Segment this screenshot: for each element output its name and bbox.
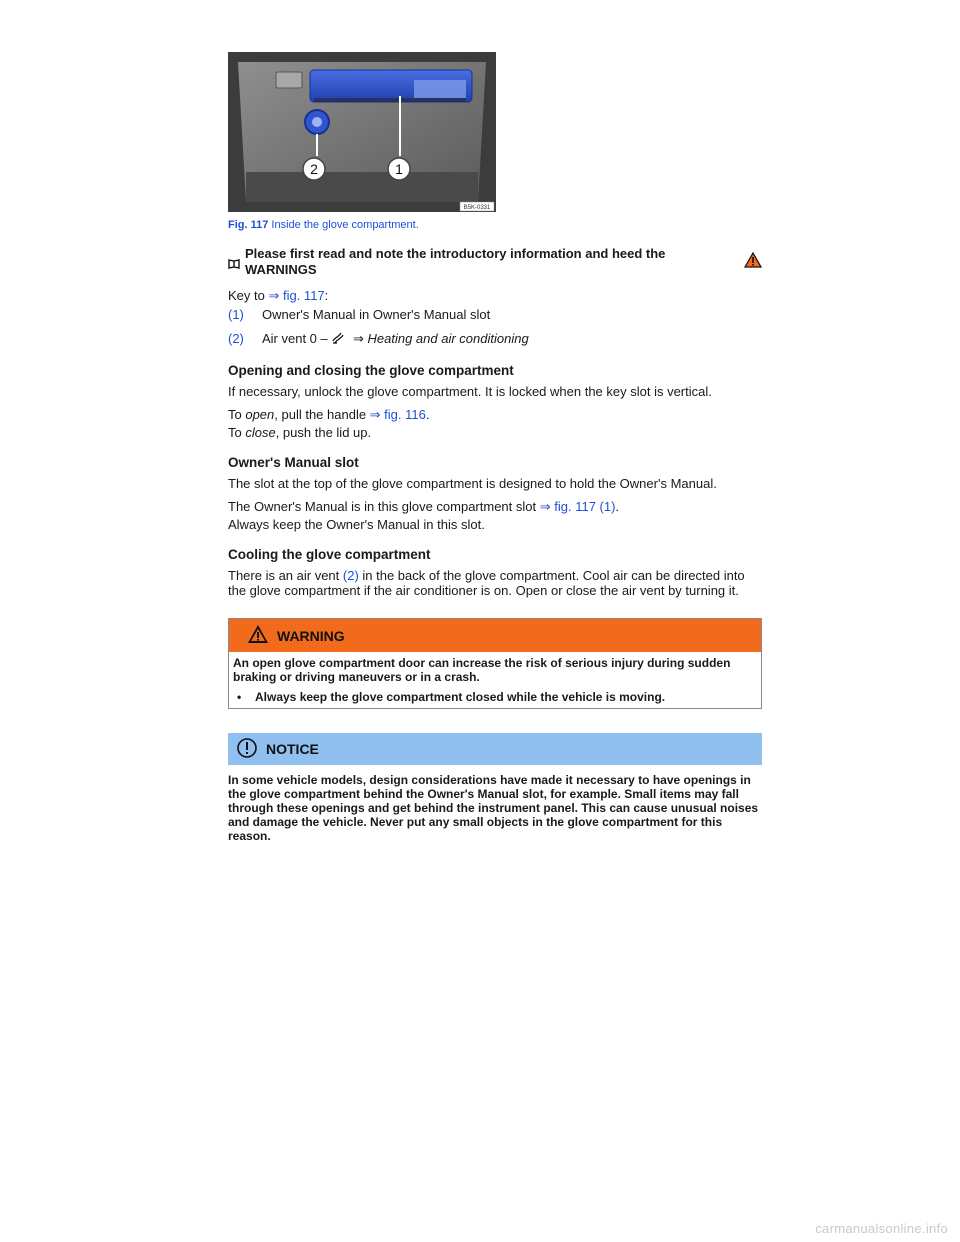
opening-p3-post: , push the lid up.	[275, 425, 372, 440]
heating-ac-reference: ⇒ Heating and air conditioning	[353, 331, 529, 346]
opening-p2-mid: , pull the handle	[274, 407, 370, 422]
slot-p2-post: .	[615, 499, 620, 514]
key-item-1	[228, 306, 762, 324]
callout-1: 1	[395, 161, 403, 177]
opening-p2-post: .	[425, 407, 430, 422]
key-item-1-text: Owner's Manual in Owner's Manual slot	[262, 307, 491, 322]
opening-p3-em: close	[245, 425, 276, 440]
heading-cooling: Cooling the glove compartment	[228, 547, 431, 562]
warning-label: WARNING	[277, 627, 345, 644]
opening-p3	[228, 425, 762, 440]
warning-bullet-text: Always keep the glove compartment closed while the vehicle is moving.	[255, 690, 666, 704]
key-item-1-number: (1)	[228, 307, 244, 322]
slot-p2	[228, 499, 762, 514]
slot-p1: The slot at the top of the glove compartment is designed to hold the Owner's Manual.	[228, 476, 717, 491]
cooling-p1-pre: There is an air vent	[228, 568, 343, 583]
cooling-p1-post: in the back of the glove compartment. Cool air can be directed into the glove compartment if the air conditioner is on. Open or close the air vent by turning it.	[228, 568, 745, 598]
figure-caption	[228, 218, 762, 232]
notice-label: NOTICE	[266, 741, 319, 757]
opening-p2-pre: To	[228, 407, 246, 422]
fig-117-1-link[interactable]: ⇒ fig. 117 (1)	[539, 499, 616, 514]
notice-header	[228, 733, 762, 765]
heading-opening: Opening and closing the glove compartment	[228, 363, 514, 378]
warning-box	[228, 618, 762, 709]
bullet-mark: •	[237, 690, 242, 704]
key-prefix: Key to	[228, 288, 269, 303]
warning-text: An open glove compartment door can increase the risk of serious injury during sudden braking or driving maneuvers or in a crash.	[233, 656, 731, 684]
book-icon	[228, 257, 240, 267]
glove-compartment-figure	[228, 52, 496, 212]
air-vent-icon	[331, 331, 345, 346]
key-suffix: :	[324, 288, 329, 303]
slot-p2-pre: The Owner's Manual is in this glove compartment slot	[228, 499, 540, 514]
callout-2: 2	[310, 161, 318, 177]
key-item-2-number: (2)	[228, 331, 244, 346]
slot-p3: Always keep the Owner's Manual in this slot.	[228, 517, 485, 532]
warning-triangle-icon	[247, 624, 269, 647]
intro-line	[228, 246, 762, 278]
fig-117-link[interactable]: ⇒ fig. 117	[268, 288, 325, 303]
key-item-2	[228, 330, 762, 348]
key-item-2-text: Air vent 0 –	[262, 331, 332, 346]
watermark: carmanualsonline.info	[815, 1221, 948, 1236]
document-page	[228, 52, 762, 843]
key-line	[228, 288, 762, 304]
warning-body	[229, 652, 761, 708]
figure-caption-text: Inside the glove compartment.	[271, 219, 419, 231]
figure-caption-label: Fig. 117	[228, 219, 269, 231]
opening-p1: If necessary, unlock the glove compartment. It is locked when the key slot is vertical.	[228, 384, 712, 399]
callout-2-link[interactable]: (2)	[342, 568, 359, 583]
warning-triangle-icon	[744, 252, 762, 272]
opening-p2	[228, 407, 762, 422]
heading-slot: Owner's Manual slot	[228, 455, 359, 470]
notice-exclamation-icon	[236, 737, 258, 762]
notice-text: In some vehicle models, design considerations have made it necessary to have openings in the glove compartment behind the Owner's Manual slot, for example. Small items may fall through these openings and get behind the instrument panel. This can cause unusual noises and damage the vehicle. Never put any small objects in the glove compartment for this reason.	[228, 773, 759, 843]
warning-bullet	[233, 690, 757, 704]
figure-code: B5K-0331	[463, 205, 491, 211]
fig-116-link[interactable]: ⇒ fig. 116	[369, 407, 426, 422]
opening-p2-em: open	[245, 407, 275, 422]
glove-compartment-illustration	[228, 52, 496, 212]
intro-text: Please first read and note the introductory information and heed the WARNINGS	[245, 246, 666, 277]
cooling-p1	[228, 568, 762, 598]
opening-p3-pre: To	[228, 425, 246, 440]
warning-header	[229, 619, 761, 652]
